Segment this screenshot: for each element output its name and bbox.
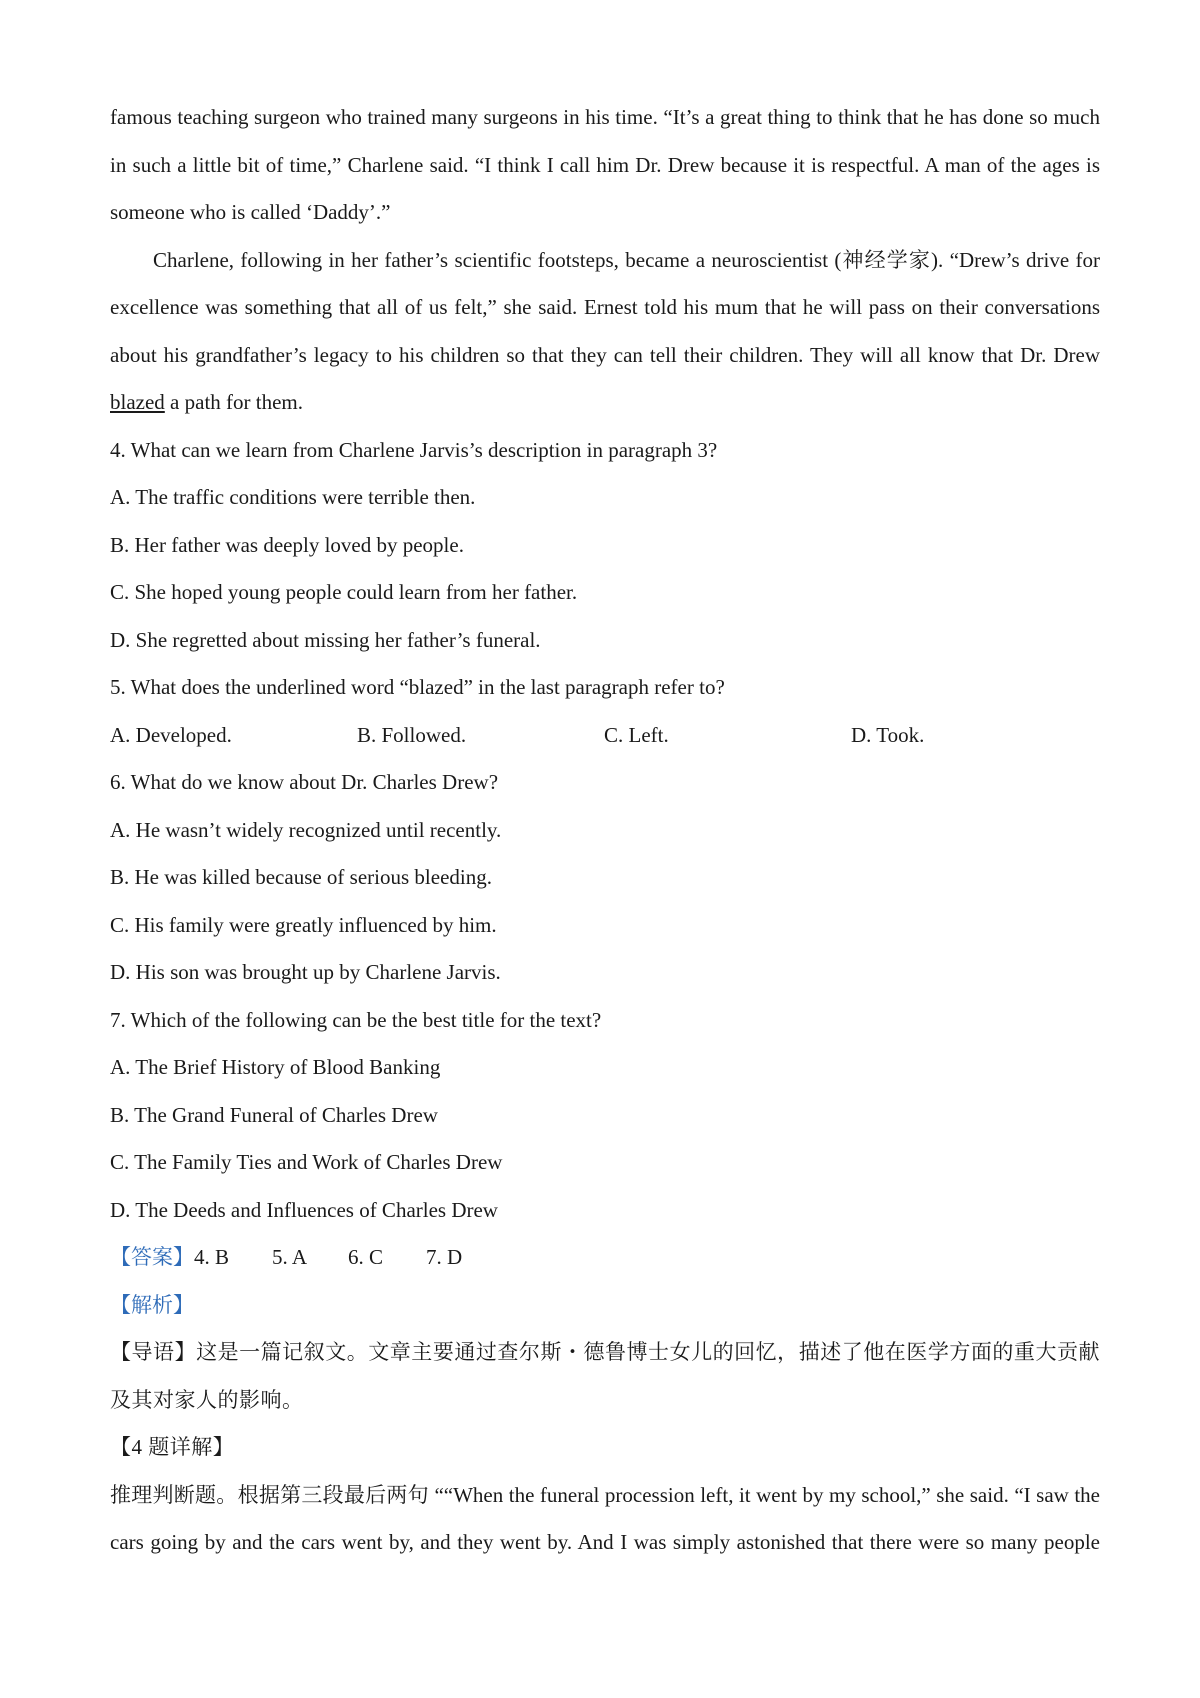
answer-row (110, 1234, 1100, 1282)
question-5-options (110, 712, 1100, 760)
underlined-word-blazed: blazed (110, 390, 165, 414)
question-4-option-b: B. Her father was deeply loved by people. (110, 532, 464, 557)
analysis-intro-line: 【导语】这是一篇记叙文。文章主要通过查尔斯・德鲁博士女儿的回忆，描述了他在医学方面的重大贡献 (110, 1340, 1100, 1364)
answer-item: 4. B (194, 1245, 230, 1269)
analysis-q4-line: 推理判断题。根据第三段最后两句 ““When the funeral procession left, it went by my school,” she said. “I saw the (110, 1482, 1100, 1507)
question-7-option-c: C. The Family Ties and Work of Charles Drew (110, 1150, 503, 1174)
analysis-intro-line: 及其对家人的影响。 (110, 1387, 304, 1412)
analysis-q4-label: 【4 题详解】 (110, 1435, 235, 1459)
document-page (110, 94, 1100, 1567)
answer-item: 7. D (426, 1245, 463, 1269)
question-7-stem: 7. Which of the following can be the best title for the text? (110, 1007, 602, 1032)
question-5-option-b: B. Followed. (357, 722, 467, 747)
question-4-option-c: C. She hoped young people could learn from her father. (110, 580, 578, 604)
question-6-option-d: D. His son was brought up by Charlene Jarvis. (110, 960, 501, 984)
question-4-stem: 4. What can we learn from Charlene Jarvis’s description in paragraph 3? (110, 437, 718, 462)
analysis-q4-line: cars going by and the cars went by, and they went by. And I was simply astonished that there were so many people (110, 1530, 1100, 1554)
question-5-option-d: D. Took. (851, 722, 925, 747)
question-6-stem: 6. What do we know about Dr. Charles Drew? (110, 770, 499, 794)
question-6-option-a: A. He wasn’t widely recognized until recently. (110, 817, 502, 842)
question-7-option-b: B. The Grand Funeral of Charles Drew (110, 1102, 438, 1127)
passage-line: about his grandfather’s legacy to his children so that they can tell their children. They will all know that Dr. Drew (110, 342, 1100, 367)
passage-line: famous teaching surgeon who trained many surgeons in his time. “It’s a great thing to think that he has done so much (110, 105, 1100, 129)
question-6-option-c: C. His family were greatly influenced by him. (110, 912, 497, 937)
question-7-option-a: A. The Brief History of Blood Banking (110, 1055, 441, 1079)
question-4-option-a: A. The traffic conditions were terrible then. (110, 485, 476, 509)
analysis-label: 【解析】 (110, 1292, 194, 1317)
passage-line-final (110, 379, 1100, 427)
question-5-option-c: C. Left. (604, 722, 669, 747)
question-4-option-d: D. She regretted about missing her father’s funeral. (110, 627, 541, 652)
passage-line: excellence was something that all of us felt,” she said. Ernest told his mum that he will pass on their conversations (110, 295, 1100, 319)
passage-line-rest: a path for them. (164, 390, 303, 414)
passage-line: someone who is called ‘Daddy’.” (110, 200, 391, 224)
question-6-option-b: B. He was killed because of serious bleeding. (110, 865, 492, 889)
passage-line: Charlene, following in her father’s scientific footsteps, became a neuroscientist (神经学家). “Drew’s drive for (153, 247, 1100, 272)
answer-item: 6. C (348, 1245, 384, 1269)
answer-item: 5. A (272, 1245, 308, 1269)
passage-line: in such a little bit of time,” Charlene said. “I think I call him Dr. Drew because it is respectful. A man of the ages is (110, 152, 1100, 177)
question-5-option-a: A. Developed. (110, 722, 232, 747)
question-7-option-d: D. The Deeds and Influences of Charles Drew (110, 1197, 498, 1222)
question-5-stem: 5. What does the underlined word “blazed” in the last paragraph refer to? (110, 675, 725, 699)
answer-label: 【答案】 (110, 1245, 194, 1269)
